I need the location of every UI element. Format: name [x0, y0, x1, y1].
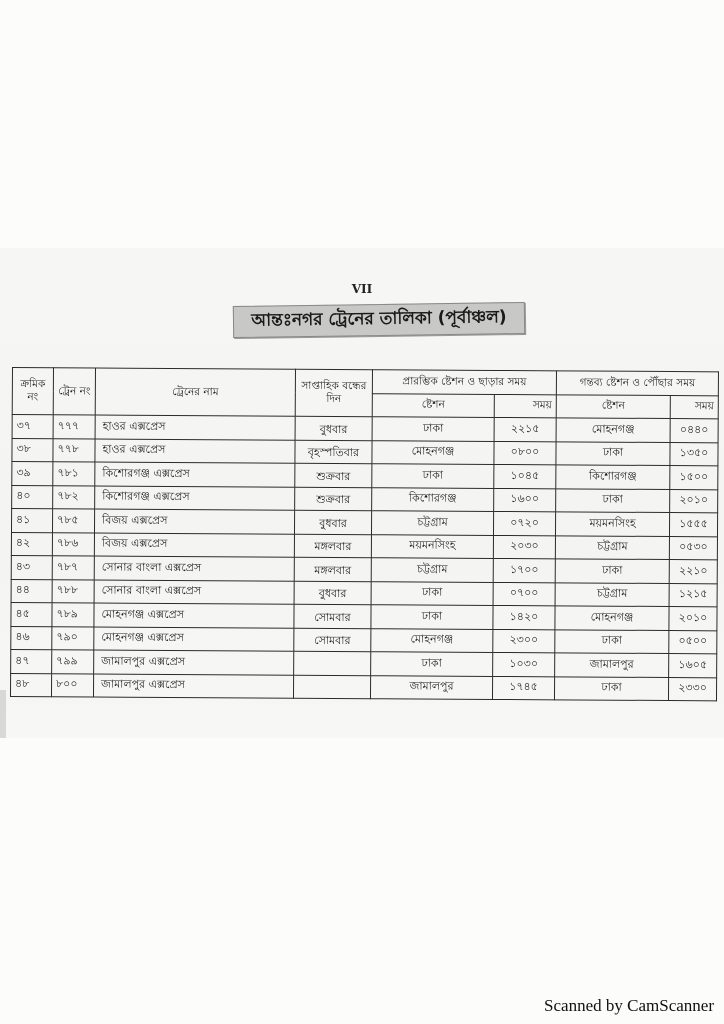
cell-arrival-station: জামালপুর: [555, 653, 669, 677]
cell-train-name: সোনার বাংলা এক্সপ্রেস: [94, 580, 294, 605]
cell-serial: ৪৭: [11, 649, 52, 673]
cell-serial: ৩৯: [12, 462, 53, 486]
cell-departure-station: ঢাকা: [372, 417, 494, 441]
cell-arrival-time: ০৫০০: [669, 630, 717, 654]
cell-off-day: সোমবার: [294, 628, 371, 652]
cell-train-name: সোনার বাংলা এক্সপ্রেস: [94, 556, 294, 581]
cell-train-name: কিশোরগঞ্জ এক্সপ্রেস: [95, 462, 295, 487]
cell-off-day: [293, 675, 370, 699]
cell-serial: ৪৬: [11, 626, 52, 650]
header-departure-group: প্রারম্ভিক ষ্টেশন ও ছাড়ার সময়: [372, 370, 556, 395]
cell-train-name: বিজয় এক্সপ্রেস: [94, 509, 294, 534]
cell-departure-station: ঢাকা: [371, 605, 493, 629]
cell-off-day: শুক্রবার: [295, 463, 372, 487]
cell-departure-time: ০৭২০: [493, 511, 555, 535]
cell-departure-time: ২০৩০: [493, 535, 555, 559]
cell-train-no: ৭৮৯: [52, 603, 94, 627]
cell-departure-station: ঢাকা: [371, 581, 493, 605]
cell-train-name: মোহনগঞ্জ এক্সপ্রেস: [94, 627, 294, 652]
cell-arrival-time: ১২১৫: [669, 583, 717, 607]
cell-departure-station: ঢাকা: [371, 652, 493, 676]
cell-arrival-time: ০৫৩০: [669, 536, 717, 560]
table-row: [10, 673, 716, 701]
header-departure-time: সময়: [494, 394, 556, 418]
cell-train-no: ৮০০: [51, 673, 93, 697]
intercity-train-table: [10, 367, 719, 701]
cell-departure-time: ০৮০০: [494, 441, 556, 465]
cell-arrival-time: ১৫৫৫: [669, 513, 717, 537]
cell-train-name: জামালপুর এক্সপ্রেস: [94, 650, 294, 675]
header-row-1: [12, 368, 718, 396]
cell-departure-station: মোহনগঞ্জ: [372, 440, 494, 464]
page-title-text: আন্তঃনগর ট্রেনের তালিকা (পূর্বাঞ্চল): [251, 307, 507, 331]
cell-arrival-time: ২৩৩০: [668, 677, 716, 701]
cell-train-no: ৭৭৮: [53, 438, 95, 462]
cell-off-day: [294, 651, 371, 675]
cell-off-day: মঙ্গলবার: [294, 534, 371, 558]
cell-departure-time: ১৪২০: [493, 605, 555, 629]
cell-train-no: ৭৯০: [52, 626, 94, 650]
page-title: [233, 302, 525, 338]
cell-off-day: বুধবার: [294, 581, 371, 605]
cell-arrival-time: ১৫০০: [670, 466, 718, 490]
cell-departure-time: ১০৩০: [493, 652, 555, 676]
cell-arrival-time: ১৬০৫: [669, 654, 717, 678]
cell-arrival-station: ঢাকা: [555, 629, 669, 653]
cell-departure-station: মোহনগঞ্জ: [371, 628, 493, 652]
cell-serial: ৪০: [12, 485, 53, 509]
cell-departure-station: কিশোরগঞ্জ: [372, 487, 494, 511]
header-arrival-time: সময়: [670, 395, 718, 419]
cell-departure-station: ময়মনসিংহ: [371, 534, 493, 558]
cell-departure-station: ঢাকা: [372, 464, 494, 488]
header-off-day: সাপ্তাহিক বন্ধের দিন: [295, 369, 372, 416]
cell-serial: ৪৪: [11, 579, 52, 603]
cell-train-no: ৭৮৫: [52, 509, 94, 533]
cell-serial: ৪৩: [11, 555, 52, 579]
cell-train-no: ৭৮৮: [52, 579, 94, 603]
cell-departure-time: ২২১৫: [494, 417, 556, 441]
cell-train-no: ৭৮১: [53, 462, 95, 486]
cell-arrival-station: ঢাকা: [556, 441, 670, 465]
cell-train-no: ৭৮৬: [52, 532, 94, 556]
cell-train-name: হাওর এক্সপ্রেস: [95, 439, 295, 464]
header-arrival-group: গন্তব্য ষ্টেশন ও পৌঁছার সময়: [556, 371, 718, 395]
cell-arrival-time: ২০১০: [670, 489, 718, 513]
cell-arrival-time: ১৩৫০: [670, 442, 718, 466]
cell-off-day: শুক্রবার: [295, 487, 372, 511]
page-edge-shadow: [0, 690, 6, 738]
cell-arrival-station: ঢাকা: [555, 559, 669, 583]
header-train-name: ট্রেনের নাম: [95, 368, 295, 416]
cell-off-day: বুধবার: [294, 510, 371, 534]
header-train-no: ট্রেন নং: [53, 368, 95, 415]
cell-departure-time: ১৭০০: [493, 558, 555, 582]
cell-departure-time: ১০৪৫: [494, 464, 556, 488]
cell-off-day: সোমবার: [294, 604, 371, 628]
cell-train-no: ৭৮২: [53, 485, 95, 509]
cell-serial: ৪৫: [11, 602, 52, 626]
cell-train-no: ৭৯৯: [52, 650, 94, 674]
cell-arrival-station: চট্টগ্রাম: [555, 582, 669, 606]
cell-arrival-station: চট্টগ্রাম: [555, 535, 669, 559]
cell-departure-station: চট্টগ্রাম: [371, 511, 493, 535]
cell-train-name: হাওর এক্সপ্রেস: [95, 415, 295, 440]
scanner-watermark: Scanned by CamScanner: [544, 996, 714, 1015]
cell-arrival-station: ঢাকা: [556, 488, 670, 512]
cell-arrival-time: ২২১০: [669, 560, 717, 584]
cell-train-name: বিজয় এক্সপ্রেস: [94, 533, 294, 558]
cell-train-name: জামালপুর এক্সপ্রেস: [93, 674, 293, 699]
header-departure-station: ষ্টেশন: [372, 393, 494, 417]
cell-arrival-station: ময়মনসিংহ: [555, 512, 669, 536]
cell-departure-time: ০৭০০: [493, 582, 555, 606]
cell-serial: ৪১: [11, 509, 52, 533]
cell-train-no: ৭৭৭: [53, 415, 95, 439]
cell-departure-time: ২৩০০: [493, 629, 555, 653]
cell-arrival-station: মোহনগঞ্জ: [555, 606, 669, 630]
cell-off-day: বুধবার: [295, 416, 372, 440]
cell-arrival-time: ০৪৪০: [670, 419, 718, 443]
cell-off-day: মঙ্গলবার: [294, 557, 371, 581]
cell-off-day: বৃহস্পতিবার: [295, 440, 372, 464]
cell-departure-time: ১৬০০: [494, 488, 556, 512]
header-arrival-station: ষ্টেশন: [556, 394, 670, 418]
cell-arrival-time: ২০১০: [669, 607, 717, 631]
cell-departure-station: জামালপুর: [370, 675, 492, 699]
header-serial: ক্রমিক নং: [12, 368, 53, 415]
cell-train-name: কিশোরগঞ্জ এক্সপ্রেস: [95, 486, 295, 511]
cell-serial: ৩৭: [12, 415, 53, 439]
cell-serial: ৩৮: [12, 438, 53, 462]
cell-serial: ৪৮: [10, 673, 51, 697]
cell-departure-station: চট্টগ্রাম: [371, 558, 493, 582]
cell-arrival-station: কিশোরগঞ্জ: [556, 465, 670, 489]
cell-arrival-station: ঢাকা: [554, 676, 668, 700]
page-number: VII: [351, 282, 373, 296]
cell-train-no: ৭৮৭: [52, 556, 94, 580]
cell-arrival-station: মোহনগঞ্জ: [556, 418, 670, 442]
cell-serial: ৪২: [11, 532, 52, 556]
cell-train-name: মোহনগঞ্জ এক্সপ্রেস: [94, 603, 294, 628]
cell-departure-time: ১৭৪৫: [492, 676, 554, 700]
